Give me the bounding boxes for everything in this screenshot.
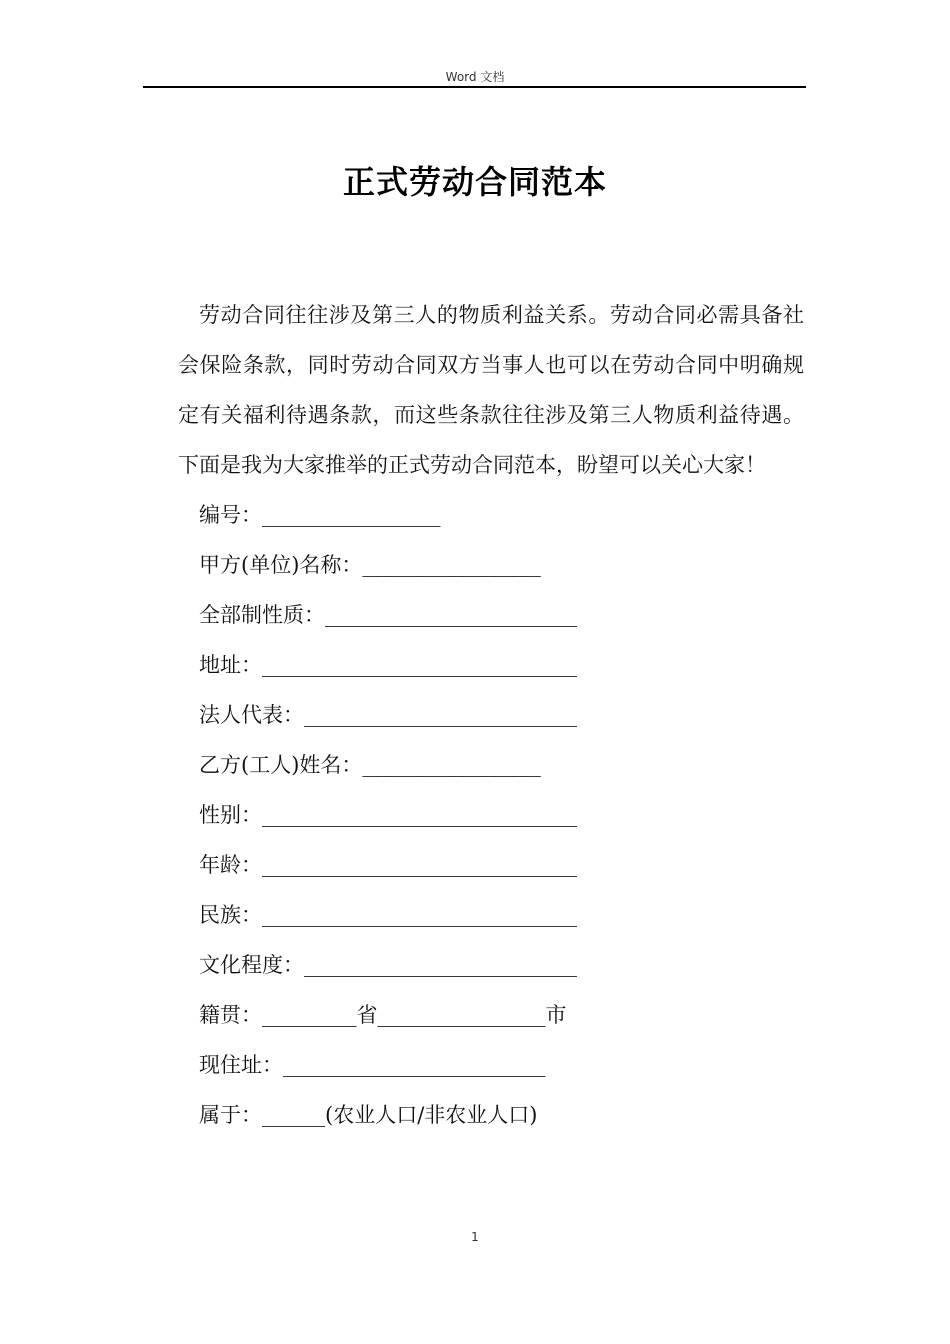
document-body	[178, 290, 804, 1140]
field-employer-name: 甲方(单位)名称：_________________	[199, 553, 541, 577]
field-age: 年龄：______________________________	[199, 853, 577, 877]
field-household-type: 属于：______(农业人口/非农业人口)	[199, 1103, 538, 1127]
document-title: 正式劳动合同范本	[342, 163, 607, 201]
field-gender: 性别：______________________________	[199, 803, 577, 827]
page-number: 1	[471, 1230, 479, 1244]
field-ethnicity: 民族：______________________________	[199, 903, 577, 927]
field-current-address: 现住址：_________________________	[199, 1053, 546, 1077]
field-native-place: 籍贯：_________省________________市	[199, 1003, 567, 1027]
header-label: Word 文档	[445, 70, 505, 84]
field-employer-address: 地址：______________________________	[199, 653, 577, 677]
field-contract-number: 编号：_________________	[199, 503, 441, 527]
intro-paragraph: 劳动合同往往涉及第三人的物质利益关系。劳动合同必需具备社会保险条款，同时劳动合同双方当事人也可以在劳动合同中明确规定有关福利待遇条款，而这些条款往往涉及第三人物质利益待遇。下面是我为大家推举的正式劳动合同范本，盼望可以关心大家！	[178, 303, 804, 477]
header-divider	[143, 86, 806, 88]
field-ownership-type: 全部制性质：________________________	[199, 603, 577, 627]
field-legal-representative: 法人代表：__________________________	[199, 703, 577, 727]
field-education: 文化程度：__________________________	[199, 953, 577, 977]
field-worker-name: 乙方(工人)姓名：_________________	[199, 753, 541, 777]
